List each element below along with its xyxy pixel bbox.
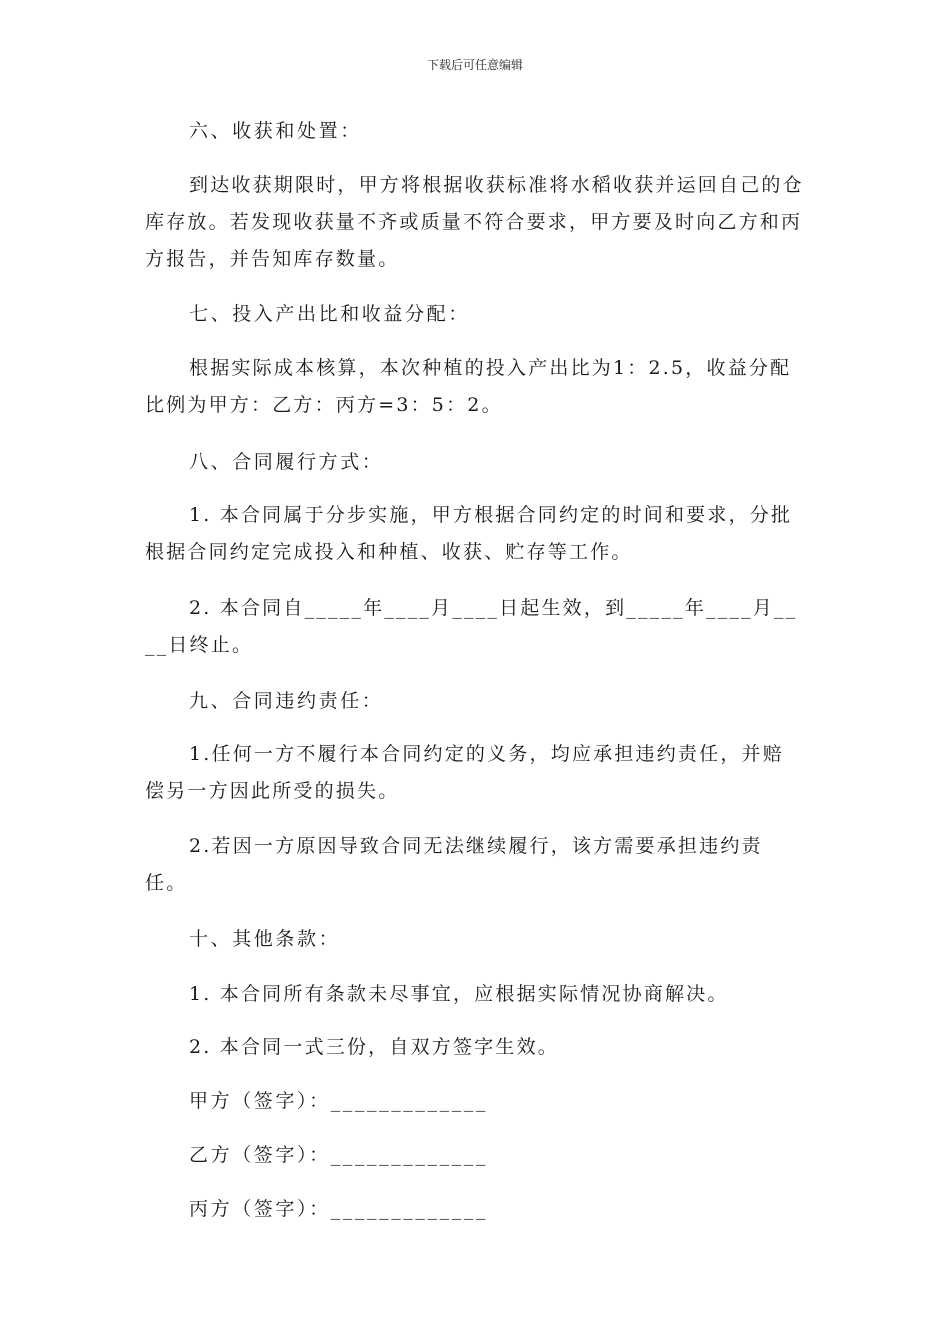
- signature-party-c: 丙方（签字）：_____________: [189, 1198, 489, 1220]
- section-6-title: 六、收获和处置：: [189, 120, 362, 142]
- section-10-item-1: 1. 本合同所有条款未尽事宜，应根据实际情况协商解决。: [189, 983, 729, 1005]
- section-7-body: 根据实际成本核算，本次种植的投入产出比为1：2.5，收益分配比例为甲方：乙方：丙方=3：5：2。: [145, 357, 792, 416]
- section-10-item-2: 2. 本合同一式三份，自双方签字生效。: [189, 1036, 559, 1058]
- signature-party-b: 乙方（签字）：_____________: [189, 1144, 489, 1166]
- section-7-title: 七、投入产出比和收益分配：: [189, 303, 470, 325]
- page-header: 下载后可任意编辑: [426, 58, 523, 72]
- section-9-title: 九、合同违约责任：: [189, 690, 384, 712]
- section-10-title: 十、其他条款：: [189, 928, 341, 950]
- signature-party-a: 甲方（签字）：_____________: [189, 1090, 489, 1112]
- section-8-title: 八、合同履行方式：: [189, 451, 384, 473]
- section-9-item-2: 2.若因一方原因导致合同无法继续履行，该方需要承担违约责任。: [145, 835, 763, 894]
- section-8-item-2: 2. 本合同自_____年____月____日起生效，到_____年____月____日终止。: [145, 597, 798, 656]
- section-6-body: 到达收获期限时，甲方将根据收获标准将水稻收获并运回自己的仓库存放。若发现收获量不齐或质量不符合要求，甲方要及时向乙方和丙方报告，并告知库存数量。: [145, 174, 804, 270]
- section-9-item-1: 1.任何一方不履行本合同约定的义务，均应承担违约责任，并赔偿另一方因此所受的损失。: [145, 743, 784, 802]
- section-8-item-1: 1. 本合同属于分步实施，甲方根据合同约定的时间和要求，分批根据合同约定完成投入和种植、收获、贮存等工作。: [145, 504, 793, 563]
